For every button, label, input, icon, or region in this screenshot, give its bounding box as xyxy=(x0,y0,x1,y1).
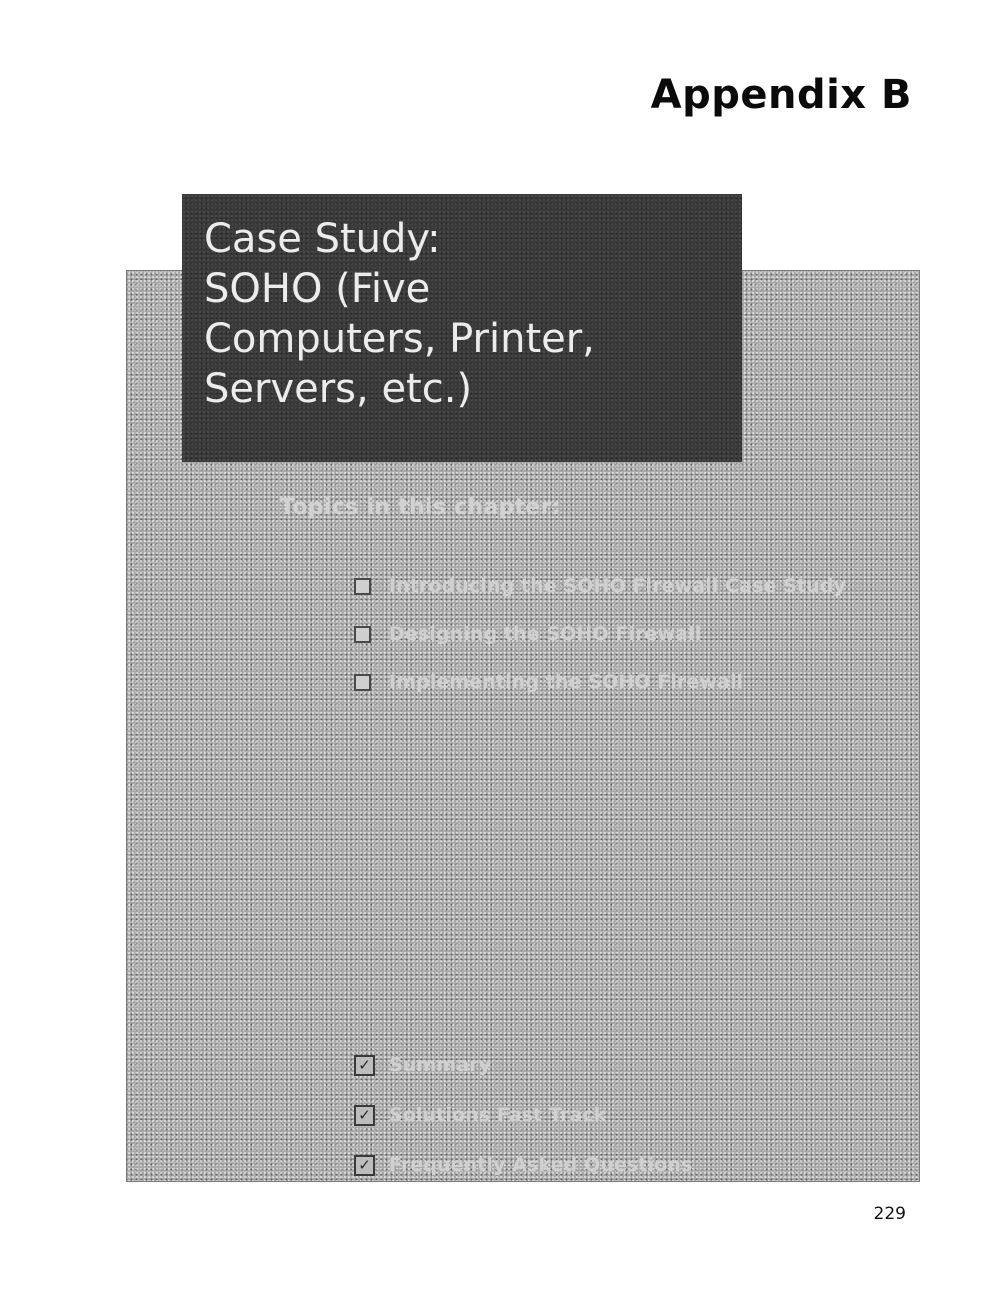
chapter-title-line: SOHO (Five xyxy=(204,266,431,312)
square-bullet-icon xyxy=(354,674,371,691)
end-list-item xyxy=(354,1040,692,1090)
checkbox-icon: ✓ xyxy=(354,1055,375,1076)
topic-item xyxy=(354,610,846,658)
chapter-title-line: Computers, Printer, xyxy=(204,316,595,362)
topics-heading: Topics in this chapter: xyxy=(280,495,561,520)
topic-item-label: Implementing the SOHO Firewall xyxy=(389,671,744,693)
topic-item-label: Designing the SOHO Firewall xyxy=(389,623,702,645)
end-item-label: Frequently Asked Questions xyxy=(389,1154,693,1176)
chapter-end-list xyxy=(354,1040,692,1190)
end-item-label: Solutions Fast Track xyxy=(389,1104,607,1126)
end-item-label: Summary xyxy=(389,1054,492,1076)
topic-item-label: Introducing the SOHO Firewall Case Study xyxy=(389,575,846,597)
end-list-item xyxy=(354,1140,692,1190)
chapter-title-line: Servers, etc.) xyxy=(204,366,473,412)
appendix-heading: Appendix B xyxy=(650,72,912,118)
topic-list xyxy=(354,562,846,706)
square-bullet-icon xyxy=(354,626,371,643)
topic-item xyxy=(354,562,846,610)
checkbox-icon: ✓ xyxy=(354,1155,375,1176)
topic-item xyxy=(354,658,846,706)
checkbox-icon: ✓ xyxy=(354,1105,375,1126)
chapter-title xyxy=(204,214,742,414)
chapter-title-line: Case Study: xyxy=(204,216,441,262)
square-bullet-icon xyxy=(354,578,371,595)
end-list-item xyxy=(354,1090,692,1140)
page-number: 229 xyxy=(873,1204,906,1224)
chapter-title-box xyxy=(182,194,742,462)
